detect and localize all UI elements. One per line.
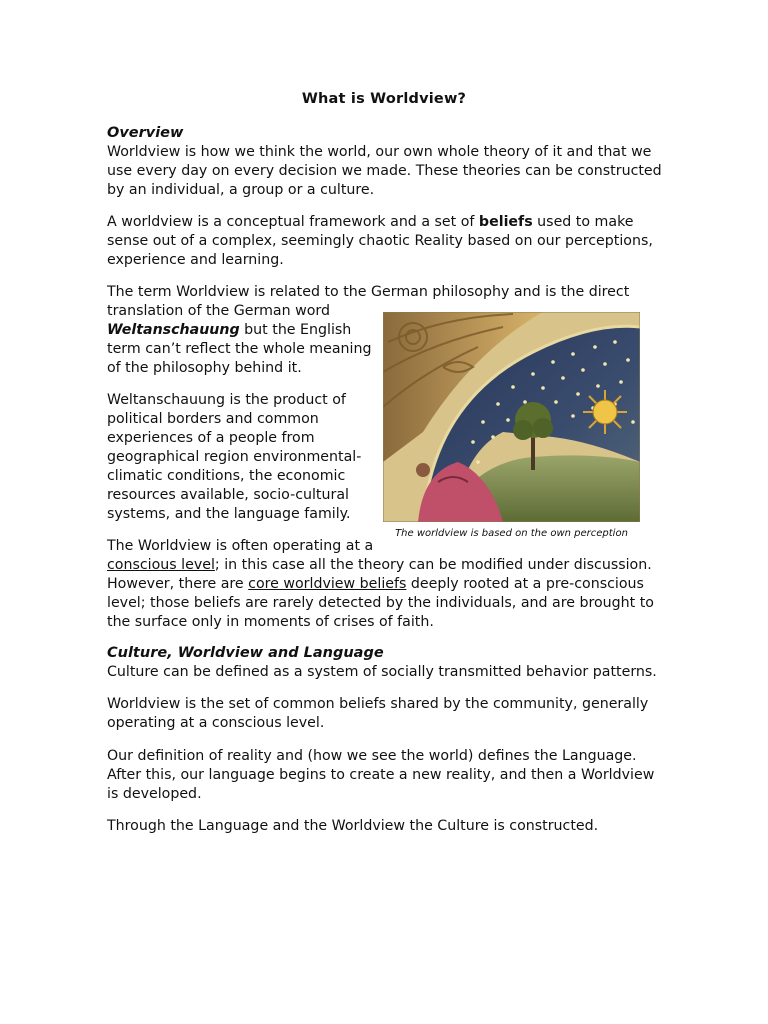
bold-term: beliefs — [478, 214, 533, 230]
overview-heading: Overview — [107, 125, 184, 141]
paragraph-german-rest — [107, 302, 377, 378]
paragraph-beliefs: Worldview is the set of common beliefs shared by the community, generally operating at a conscious level. — [107, 696, 649, 731]
text-run: used to make sense out of a complex, seemingly chaotic Reality based on our perceptions, experience and learning. — [107, 214, 653, 268]
culture-heading: Culture, Worldview and Language — [107, 645, 384, 661]
paragraph-language: Our definition of reality and (how we see the world) defines the Language. After this, our language begins to create a new reality, and then a Worldview is developed. — [107, 748, 655, 802]
paragraph-definition: Worldview is how we think the world, our own whole theory of it and that we use every day on every decision we made. These theories can be constructed by an individual, a group or a culture. — [107, 144, 662, 198]
paragraph-culture: Culture can be defined as a system of socially transmitted behavior patterns. — [107, 664, 657, 680]
paragraph-conscious — [107, 537, 667, 632]
text-run: ; in this case all the theory can be modified under discussion. However, there are — [107, 557, 652, 592]
text-run: A worldview is a conceptual framework and a set of — [107, 214, 479, 230]
text-run: deeply rooted at a pre-conscious level; those beliefs are rarely detected by the individuals, and are brought to the surface only in moments of crises of faith. — [107, 576, 654, 630]
flammarion-engraving-image — [383, 312, 640, 522]
underlined-term: core worldview beliefs — [248, 576, 407, 592]
paragraph-framework — [107, 213, 667, 270]
text-run: The Worldview is often operating at a — [107, 538, 374, 554]
figure-caption: The worldview is based on the own perception — [395, 528, 628, 539]
paragraph-german-line1: The term Worldview is related to the German philosophy and is the direct — [107, 284, 630, 300]
paragraph-weltanschauung: Weltanschauung is the product of political borders and common experiences of a people from geographical region environmental-climatic conditions, the economic resources available, socio-cultural systems, and the language family. — [107, 392, 362, 522]
text-run: but the English term can’t reflect the whole meaning of the philosophy behind it. — [107, 322, 372, 376]
german-term: Weltanschauung — [107, 322, 240, 338]
paragraph-construction: Through the Language and the Worldview the Culture is constructed. — [107, 818, 599, 834]
page-title: What is Worldview? — [301, 91, 467, 107]
underlined-term: conscious level — [107, 557, 215, 573]
text-run: translation of the German word — [107, 303, 330, 319]
